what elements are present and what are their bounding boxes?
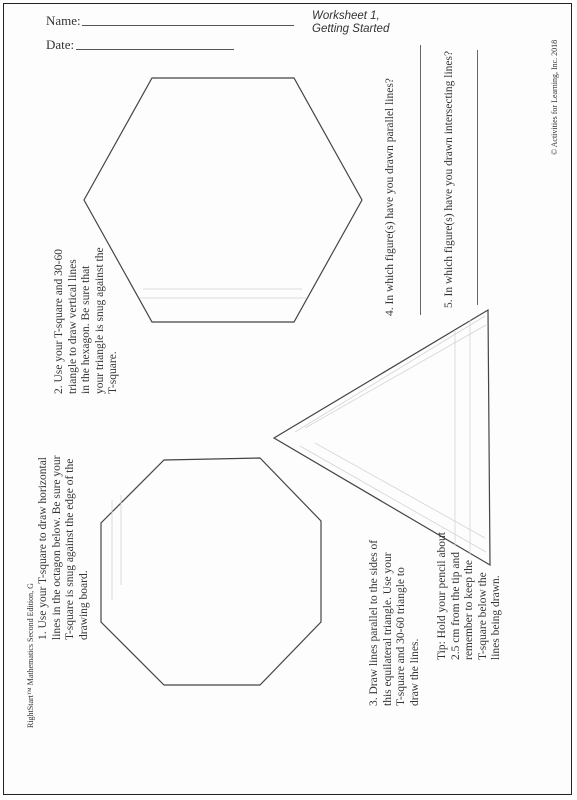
instruction-line: lines in the octagon below. Be sure your	[50, 455, 63, 640]
instruction-line: triangle to draw vertical lines	[66, 259, 79, 394]
question-5-answer-line[interactable]	[477, 50, 478, 305]
name-label: Name:	[46, 13, 81, 28]
instruction-line: T-square is snug against the edge of the	[64, 458, 76, 640]
instruction-step-2	[53, 247, 121, 394]
hexagon-figure	[84, 78, 362, 322]
tip-line: 2.5 cm from the tip and	[449, 552, 462, 660]
tip-line: T-square below the	[476, 572, 489, 660]
instruction-line: 3. Draw lines parallel to the sides of	[368, 539, 380, 706]
triangle-pencil-line	[305, 325, 486, 428]
instruction-step-3	[368, 540, 422, 706]
instruction-step-1	[37, 456, 91, 641]
worksheet-title-line1: Worksheet 1,	[312, 10, 380, 22]
triangle-pencil-line	[315, 443, 485, 538]
instruction-line: T-square.	[107, 351, 119, 394]
tip-line: lines being drawn.	[490, 575, 502, 660]
tip-text	[436, 532, 504, 660]
question-4: 4. In which figure(s) have you drawn parallel lines?	[384, 78, 396, 316]
instruction-line: draw the lines.	[408, 638, 421, 706]
tip-line: Tip: Hold your pencil about	[436, 532, 448, 660]
date-label: Date:	[46, 37, 75, 52]
triangle-pencil-line	[295, 316, 485, 432]
publisher-footer: RightStart™ Mathematics Second Edition, G	[26, 583, 35, 728]
instruction-line: 1. Use your T-square to draw horizontal	[37, 456, 49, 640]
instruction-line: 2. Use your T-square and 30-60	[53, 248, 65, 394]
instruction-line: drawing board.	[77, 570, 90, 640]
question-5: 5. In which figure(s) have you drawn intersecting lines?	[443, 50, 455, 308]
triangle-figure	[274, 310, 490, 565]
question-4-answer-line[interactable]	[420, 45, 421, 315]
tip-line: remember to keep the	[463, 560, 475, 660]
instruction-line: this equilateral triangle. Use your	[381, 552, 394, 706]
instruction-line: T-square and 30-60 triangle to	[395, 567, 407, 706]
octagon-figure	[101, 458, 321, 685]
instruction-line: in the hexagon. Be sure that	[80, 265, 92, 394]
copyright-footer: © Activities for Learning, Inc. 2018	[550, 39, 559, 155]
worksheet-title-line2: Getting Started	[312, 23, 390, 35]
instruction-line: your triangle is snug against the	[93, 247, 106, 394]
